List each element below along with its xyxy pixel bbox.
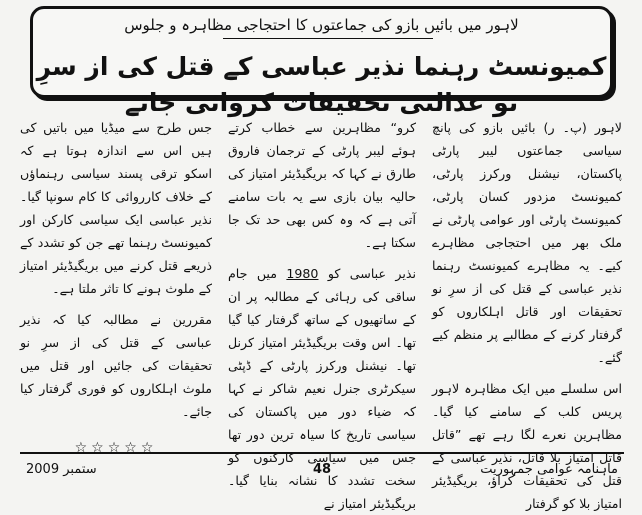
- paragraph: کرو“ مظاہرین سے خطاب کرتے ہوئے لیبر پارٹی کے ترجمان فاروق طارق نے کہا کہ بریگیڈیئر امتیاز کی حالیہ بیان بازی سے یہ بات سامنے آتی ہے کہ وہ کس بھی حد تک جا سکتا ہے۔: [228, 120, 416, 250]
- text-run: میں جام ساقی کی رہائی کے مطالبہ پر ان کے ساتھیوں کے ساتھ گرفتار کیا گیا تھا۔ اس وقت بریگیڈیئر امتیاز کرنل تھا۔ نیشنل ورکرز پارٹی کے ڈپٹی سیکرٹری جنرل نعیم شاکر نے کہا کہ ضیاء دور میں پاکستان کی سیاسی تاریخ کا سیاہ ترین دور تھا جس میں سیاسی کارکنوں کو سخت تشدد کا نشانہ بنایا گیا۔ بریگیڈیئر امتیاز نے: [228, 266, 416, 511]
- paragraph: مقررین نے مطالبہ کیا کہ نذیر عباسی کے قتل کی از سرِ نو تحقیقات کی جائیں اور قتل میں ملوث اہلکاروں کو فوری گرفتار کیا جائے۔: [20, 312, 212, 419]
- page-number: 48: [312, 462, 332, 477]
- paragraph: اس سلسلے میں ایک مظاہرہ لاہور پریس کلب کے سامنے کیا گیا۔ مظاہرین نعرے لگا رہے تھے ”قاتل قاتل امتیاز بلا قاتل، نذیر عباسی کے قتل کی تحقیقات کراؤ، بریگیڈیئر امتیاز بلا کو گرفتار: [432, 381, 622, 511]
- year-highlight: 1980: [286, 266, 319, 281]
- kicker-underline: [223, 38, 433, 39]
- paragraph: جس طرح سے میڈیا میں باتیں کی ہیں اس سے اندازہ ہوتا ہے کہ اسکو ترقی پسند سیاسی رہنماؤں کے خلاف کارروائی کا کام سونپا گیا۔ نذیر عباسی ایک سیاسی کارکن اور کمیونسٹ رہنما تھے جن کو تشدد کے ذریعے قتل کرنے میں بریگیڈیئر امتیاز کے ملوث ہونے کا تاثر ملتا ہے۔: [20, 120, 212, 296]
- page-footer: [20, 458, 624, 482]
- end-stars-divider: ☆☆☆☆☆: [74, 440, 158, 456]
- magazine-name: ماہنامہ عوامی جمہوریت: [480, 462, 618, 477]
- main-headline: کمیونسٹ رہنما نذیر عباسی کے قتل کی از سرِ نو عدالتی تحقیقات کروائی جائے: [36, 52, 607, 117]
- headline-box: [30, 6, 613, 117]
- article-column-3: [20, 116, 212, 456]
- text-run: نذیر عباسی کو: [327, 266, 416, 281]
- paragraph: لاہور (پ۔ ر) بائیں بازو کی پانچ سیاسی جماعتوں لیبر پارٹی پاکستان، نیشنل ورکرز پارٹی، کمیونسٹ مزدور کسان پارٹی، کمیونسٹ پارٹی اور عوامی پارٹی نے ملک بھر میں احتجاجی مظاہرے کیے۔ یہ مظاہرے کمیونسٹ رہنما نذیر عباسی کے قتل کی از سرِ نو تحقیقات اور قاتل اہلکاروں کو گرفتار کرنے کے مطالبے پر منظم کیے گئے۔: [432, 120, 622, 365]
- issue-date: ستمبر 2009: [26, 462, 97, 477]
- kicker-subheading: لاہور میں بائیں بازو کی جماعتوں کا احتجاجی مظاہرہ و جلوس: [124, 16, 519, 34]
- footer-rule: [20, 452, 624, 454]
